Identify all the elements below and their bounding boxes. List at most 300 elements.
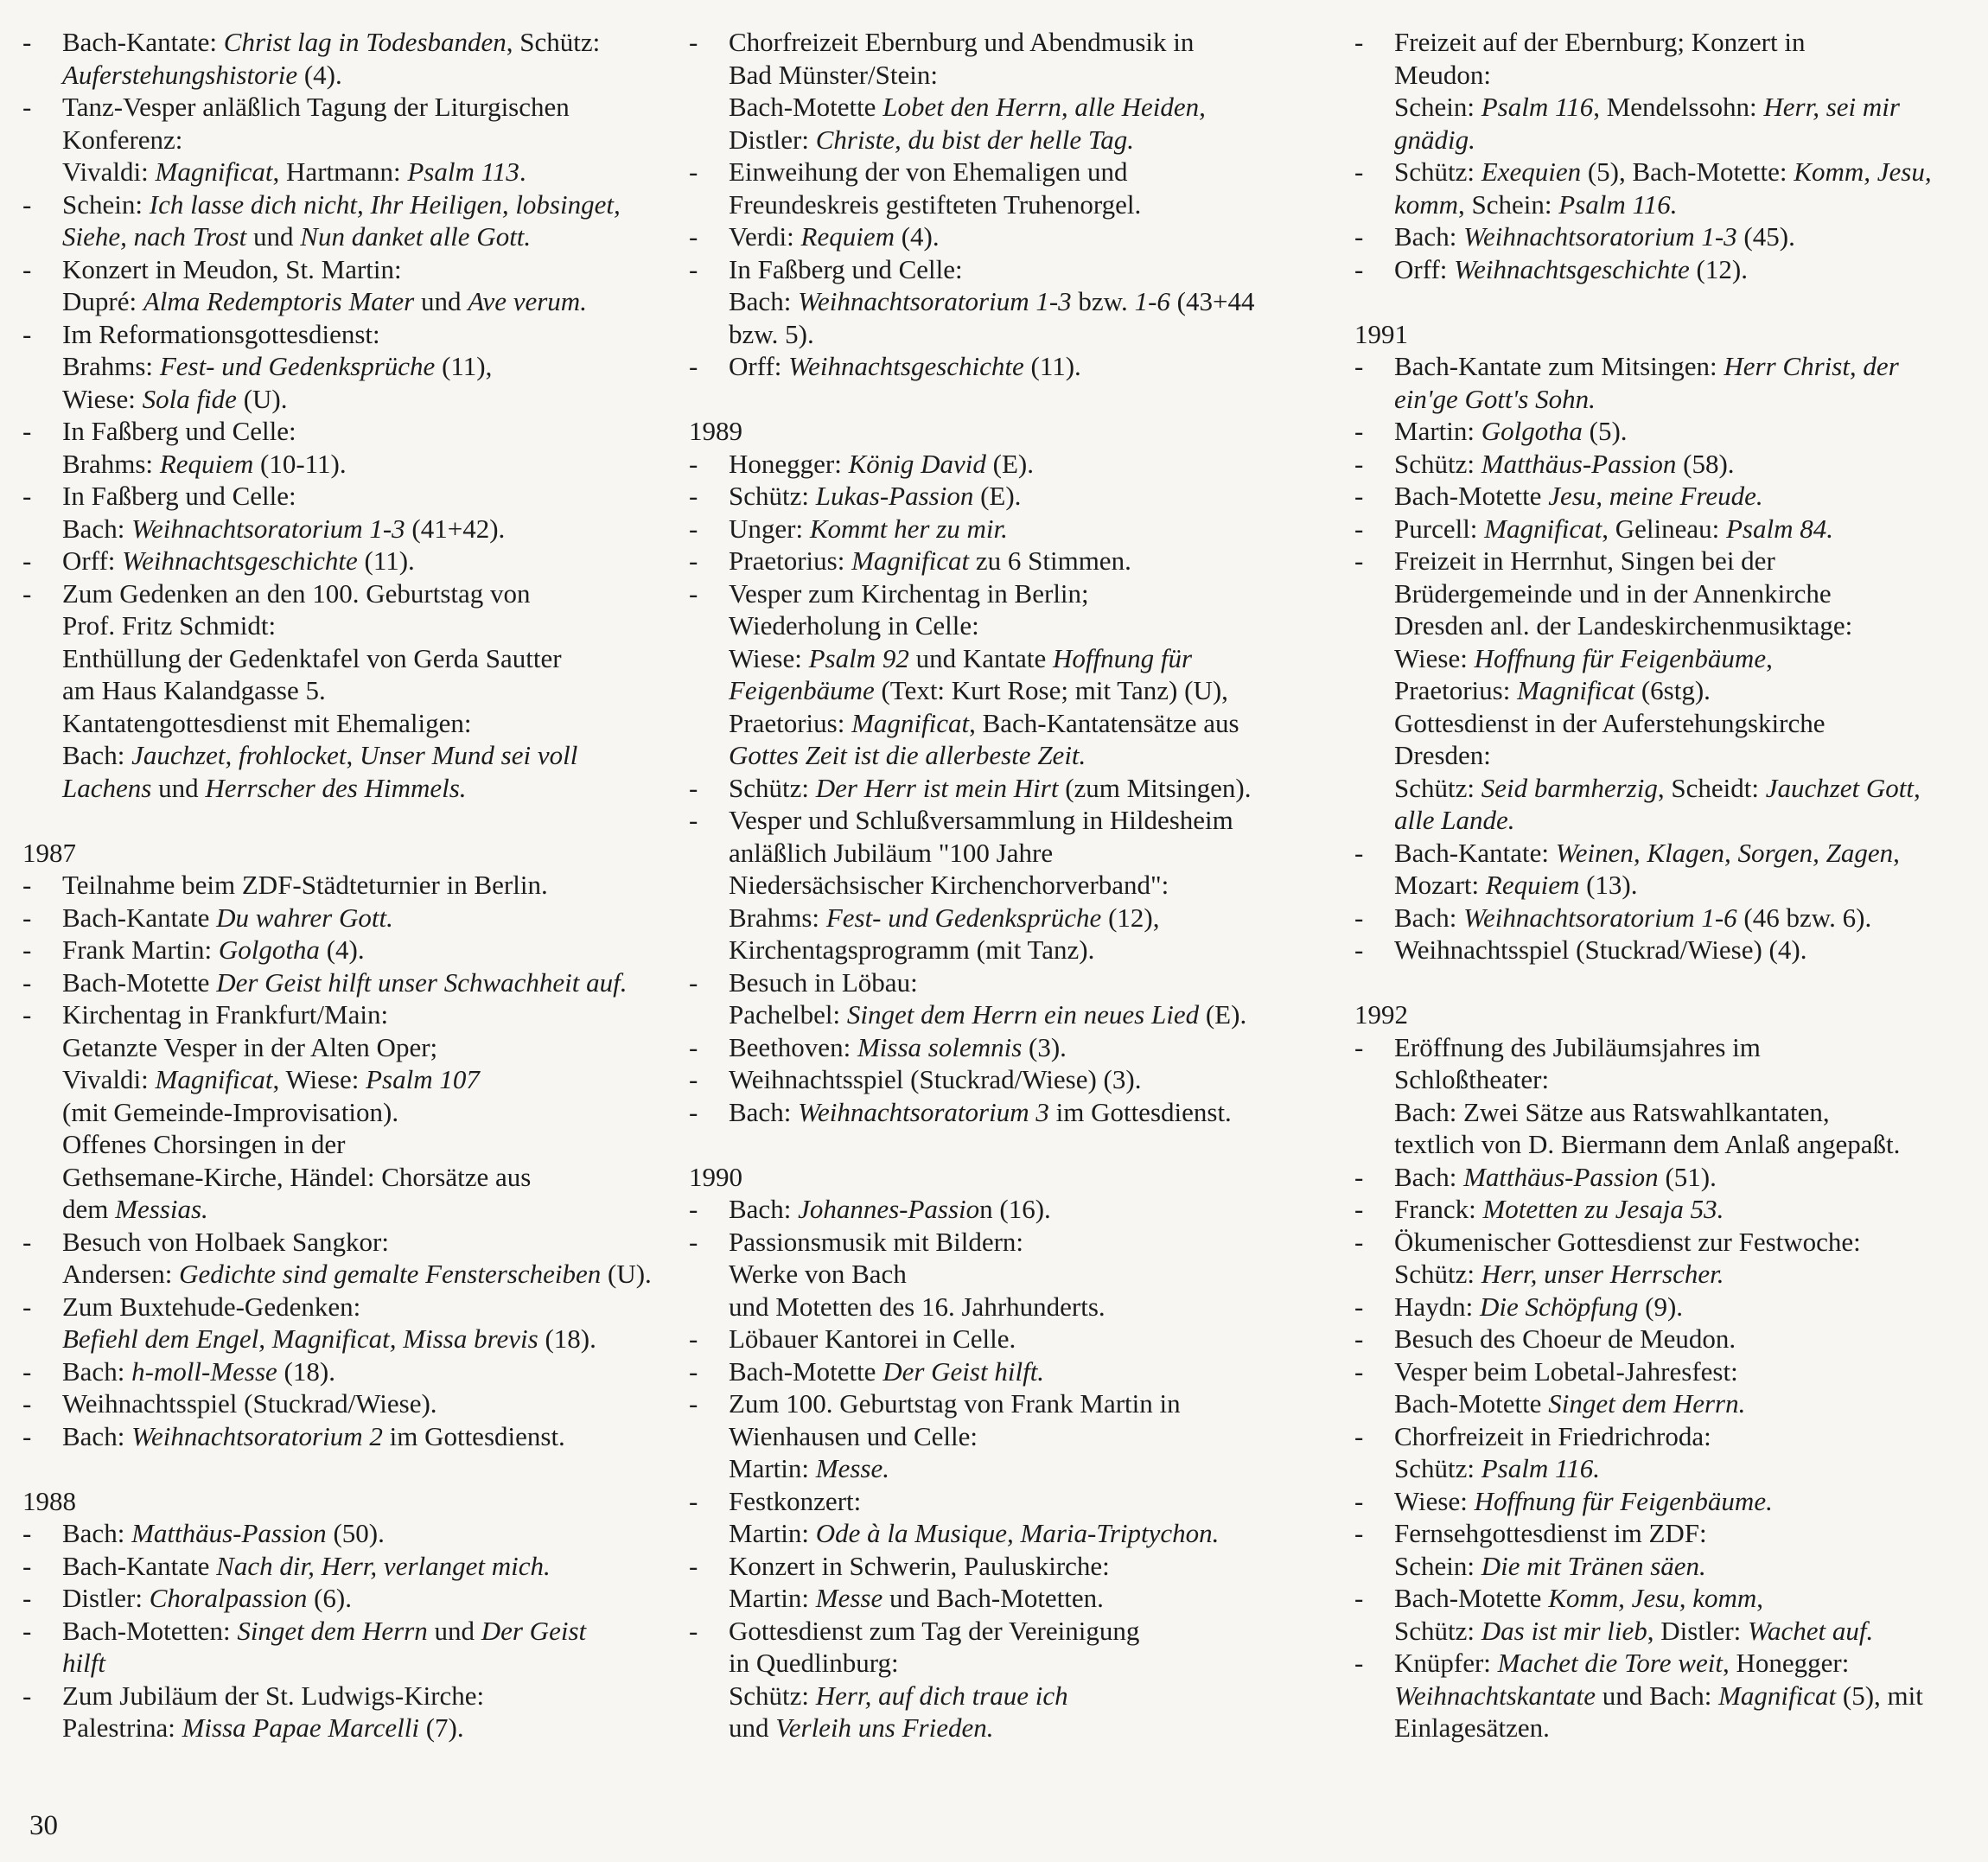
entry-text: (4). [297,59,342,90]
entry-text: , Bach-Kantatensätze aus [969,707,1239,738]
entry-line [62,609,662,642]
entry-line [62,1323,662,1355]
entry-line [1394,448,1981,481]
list-bullet: - [22,1355,32,1387]
list-bullet: - [22,27,32,57]
list-item [689,350,1346,383]
list-bullet: - [22,1550,32,1581]
list-item [1354,480,1981,513]
list-item [22,318,662,416]
entry-line [62,1031,662,1064]
entry-line [729,513,1346,545]
list-bullet: - [1354,416,1364,446]
entry-line [62,1647,662,1680]
year-heading: 1992 [1354,999,1408,1030]
entry-text: Bach: [729,1096,799,1127]
work-title: komm [1394,188,1459,220]
entry-text: (10-11). [253,448,347,479]
entry-line [729,837,1346,870]
list-item [22,545,662,577]
work-title: Psalm 92 [808,642,909,673]
list-bullet: - [22,416,32,446]
entry-text: Schütz: [1394,772,1481,803]
entry-text: (12), [1101,902,1160,933]
entry-text: bzw. 5). [729,318,814,349]
entry-text: (4). [894,221,940,252]
list-item [1354,1291,1981,1323]
list-item [1354,1647,1981,1744]
entry-text: Distler: [62,1583,150,1613]
entry-text: Bach: [1394,221,1464,252]
entry-line [1394,156,1981,188]
list-bullet: - [1354,27,1364,57]
entry-line [729,1063,1346,1096]
entry-line [62,1063,662,1096]
entry-line [1394,1226,1981,1259]
entry-text: (51). [1658,1161,1717,1192]
list-bullet: - [689,27,698,57]
list-item [22,26,662,91]
list-item [22,1420,662,1453]
list-item [689,513,1346,545]
entry-line [1394,480,1981,513]
entry-text: Schein: [62,188,150,220]
entry-text: Wiese: [1394,642,1475,673]
entry-text: Zum 100. Geburtstag von Frank Martin in [729,1388,1181,1419]
work-title: Weihnachtsgeschichte [122,545,358,576]
entry-text: , Schütz: [506,27,601,57]
list-bullet: - [22,577,32,609]
entry-line [1394,1582,1981,1615]
entry-line [729,124,1346,156]
list-item [1354,220,1981,253]
entry-text: (41+42). [405,513,506,544]
list-bullet: - [1354,1161,1364,1192]
entry-text: . [519,156,526,187]
entry-line [729,59,1346,92]
entry-line [729,966,1346,999]
entry-text: textlich von D. Biermann dem Anlaß angepaßt. [1394,1129,1901,1159]
entry-text: in Quedlinburg: [729,1648,899,1678]
entry-text: Konferenz: [62,124,183,155]
entry-line [729,674,1346,707]
list-bullet: - [1354,1648,1364,1678]
list-bullet: - [689,1064,698,1094]
list-bullet: - [22,481,32,511]
entry-text: und [246,221,301,252]
work-title: Befiehl dem Engel, Magnificat, Missa brevis [62,1323,538,1354]
list-bullet: - [689,481,698,511]
entry-text: (58). [1676,448,1735,479]
list-bullet: - [1354,902,1364,933]
work-title: Psalm 107 [366,1064,480,1094]
entry-line [1394,674,1981,707]
entry-line [62,188,662,221]
entry-line [729,1291,1346,1323]
list-bullet: - [1354,1323,1364,1354]
entry-line [62,383,662,416]
list-bullet: - [1354,837,1364,868]
list-item [22,1355,662,1388]
entry-text: Wienhausen und Celle: [729,1420,978,1451]
entry-text: und [151,772,206,803]
list-bullet: - [22,999,32,1030]
year-heading: 1987 [22,837,76,868]
entry-line [62,1161,662,1194]
entry-text: Besuch in Löbau: [729,966,918,998]
entry-text: Unger: [729,513,810,544]
work-title: Weihnachtsoratorium 1-3 [131,513,405,544]
entry-line [62,59,662,92]
entry-line [62,1420,662,1453]
list-bullet: - [689,1355,698,1387]
work-title: Christe, du bist der helle Tag. [815,124,1135,155]
entry-line [1394,1712,1981,1744]
work-title: Requiem [1485,870,1580,900]
entry-text: Vivaldi: [62,156,156,187]
list-item [22,1550,662,1583]
list-item [22,1387,662,1420]
entry-line [1394,1291,1981,1323]
entry-line [729,1096,1346,1129]
list-item [689,545,1346,577]
entry-text: Schütz: [729,1680,816,1711]
entry-line [62,513,662,545]
entry-line [729,1452,1346,1485]
work-title: Requiem [800,221,895,252]
entry-line [1394,1323,1981,1355]
entry-line [729,1323,1346,1355]
work-title: Singet dem Herrn. [1548,1388,1746,1419]
entry-line [62,1712,662,1744]
work-title: Psalm 116. [1481,1453,1600,1483]
entry-line [1394,1128,1981,1161]
work-title: Messe. [815,1453,889,1483]
entry-line [729,1712,1346,1744]
entry-line [62,1615,662,1648]
work-title: Das ist mir lieb [1481,1615,1647,1646]
entry-text: Bach: Zwei Sätze aus Ratswahlkantaten, [1394,1096,1830,1127]
entry-text: Brahms: [62,351,160,381]
list-item [22,966,662,999]
list-bullet: - [689,1388,698,1419]
entry-text: (Text: Kurt Rose; mit Tanz) (U), [874,675,1228,705]
entry-line [1394,188,1981,221]
entry-text: Bach-Kantate [62,902,217,933]
list-bullet: - [689,448,698,479]
entry-text: Bach-Kantate: [62,27,224,57]
list-bullet: - [689,253,698,284]
list-bullet: - [689,1096,698,1127]
list-item [689,1096,1346,1129]
entry-text: , Gelineau: [1602,513,1726,544]
list-bullet: - [689,221,698,252]
entry-text: (U). [601,1259,652,1289]
entry-text: Praetorius: [729,707,852,738]
work-title: Der Geist hilft unser Schwachheit auf. [216,966,628,998]
entry-line [1394,1550,1981,1583]
entry-line [62,1582,662,1615]
list-item [689,1063,1346,1096]
entry-line [729,772,1346,805]
work-title: Kommt her zu mir. [809,513,1008,544]
work-title: Ich lasse dich nicht, Ihr Heiligen, lobsinget, [149,188,621,220]
entry-text: Bach-Kantate [62,1550,217,1581]
entry-line [1394,545,1981,577]
entry-line [729,1582,1346,1615]
work-title: Ave verum. [468,286,587,316]
entry-text: Weihnachtsspiel (Stuckrad/Wiese) (4). [1394,934,1807,965]
work-title: Weihnachtsoratorium 1-6 [1463,902,1737,933]
entry-text: (9). [1638,1291,1684,1322]
work-title: Magnificat [1517,675,1635,705]
list-item [689,804,1346,966]
entry-text: Vivaldi: [62,1064,156,1094]
page-number: 30 [29,1810,58,1841]
entry-text: zu 6 Stimmen. [969,545,1131,576]
entry-line [1394,1452,1981,1485]
entry-text: Pachelbel: [729,999,847,1030]
list-item [689,220,1346,253]
entry-text: Einweihung der von Ehemaligen und [729,156,1128,187]
entry-text: Bach-Motette [729,1355,883,1387]
entry-text: Bach: [62,1420,132,1451]
work-title: Alma Redemptoris Mater [143,286,415,316]
entry-text: Ökumenischer Gottesdienst zur Festwoche: [1394,1226,1861,1257]
entry-text: Wiese: [62,383,143,414]
entry-text: (3). [1022,1031,1067,1062]
list-bullet: - [1354,221,1364,252]
entry-text: , Hartmann: [272,156,408,187]
list-item [1354,545,1981,837]
entry-text: Meudon: [1394,59,1491,90]
work-title: Nun danket alle Gott. [300,221,532,252]
work-title: Der Herr ist mein Hirt [815,772,1059,803]
entry-text: Vesper und Schlußversammlung in Hildesheim [729,805,1233,835]
list-bullet: - [1354,1194,1364,1224]
entry-text: Bach-Motette [1394,1388,1549,1419]
list-bullet: - [1354,513,1364,544]
entry-line [1394,837,1981,870]
work-title: Weihnachtsoratorium 3 [798,1096,1049,1127]
list-item [1354,448,1981,481]
work-title: Weihnachtsgeschichte [1454,253,1690,284]
work-title: Choralpassion [149,1583,308,1613]
entry-text: Zum Buxtehude-Gedenken: [62,1291,361,1322]
entry-text: Schütz: [729,772,816,803]
work-title: Die Schöpfung [1480,1291,1639,1322]
entry-text: Passionsmusik mit Bildern: [729,1226,1024,1257]
work-title: Magnificat [155,1064,273,1094]
entry-text: (6). [307,1583,353,1613]
entry-text: Bach: [729,286,799,316]
list-item [689,1615,1346,1744]
list-bullet: - [1354,1518,1364,1548]
list-item [689,480,1346,513]
work-title: Jesu, meine Freude. [1548,481,1763,511]
entry-line [729,1517,1346,1550]
list-bullet: - [22,1518,32,1548]
list-item [22,1291,662,1355]
section-spacer [689,1128,1346,1161]
entry-text: Prof. Fritz Schmidt: [62,610,277,641]
entry-text: Frank Martin: [62,934,219,965]
entry-text: , [1893,837,1900,868]
entry-text: und Bach-Motetten. [882,1583,1104,1613]
entry-line [62,1128,662,1161]
section-spacer [22,1452,662,1485]
work-title: Johannes-Passio [798,1194,980,1224]
entry-line [62,1258,662,1291]
list-bullet: - [689,577,698,609]
entry-text: Martin: [1394,416,1481,446]
entry-text: Besuch von Holbaek Sangkor: [62,1226,389,1257]
entry-line [1394,1355,1981,1388]
list-item [689,577,1346,772]
entry-text: Enthüllung der Gedenktafel von Gerda Sautter [62,642,562,673]
entry-line [729,1420,1346,1453]
list-item [689,156,1346,220]
entry-text: Festkonzert: [729,1485,862,1516]
list-bullet: - [1354,1355,1364,1387]
entry-text: Martin: [729,1518,816,1548]
entry-text: Tanz-Vesper anläßlich Tagung der Liturgischen [62,92,570,122]
entry-text: , [1766,642,1773,673]
entry-text: Bach: [62,1518,132,1548]
work-title: Weinen, Klagen, Sorgen, Zagen [1555,837,1894,868]
entry-line [729,318,1346,351]
work-title: Gedichte sind gemalte Fensterscheiben [179,1259,602,1289]
entry-text: Bach-Kantate zum Mitsingen: [1394,351,1724,381]
list-bullet: - [689,513,698,544]
entry-text: (mit Gemeinde-Improvisation). [62,1096,399,1127]
entry-text: (11). [1023,351,1081,381]
list-bullet: - [22,1226,32,1257]
entry-text: n (16). [979,1194,1051,1224]
list-bullet: - [1354,156,1364,187]
entry-text: Freizeit in Herrnhut, Singen bei der [1394,545,1775,576]
entry-line [729,1258,1346,1291]
entry-text: Weihnachtsspiel (Stuckrad/Wiese). [62,1388,437,1419]
entry-line [62,350,662,383]
work-title: Hoffnung für Feigenbäume. [1474,1485,1773,1516]
list-bullet: - [22,318,32,349]
entry-text: , [346,740,360,770]
entry-line [729,1550,1346,1583]
work-title: Hoffnung für [1052,642,1193,673]
entry-text: Bach-Kantate: [1394,837,1556,868]
work-title: Komm, Jesu, [1794,156,1932,187]
work-title: Wachet auf. [1748,1615,1874,1646]
work-title: Matthäus-Passion [131,1518,327,1548]
list-bullet: - [22,1615,32,1646]
work-title: Fest- und Gedenksprüche [825,902,1102,933]
entry-line [1394,1420,1981,1453]
entry-line [1394,350,1981,383]
entry-line [729,91,1346,124]
work-title: Auferstehungshistorie [62,59,298,90]
entry-text: Praetorius: [729,545,852,576]
entry-text: Schein: [1394,92,1481,122]
entry-text: Martin: [729,1453,816,1483]
work-title: Hoffnung für Feigenbäume [1474,642,1767,673]
list-bullet: - [689,1031,698,1062]
entry-text: Bach-Motette [1394,481,1549,511]
list-bullet: - [689,351,698,381]
entry-line [1394,415,1981,448]
entry-text: (43+44 [1169,286,1255,316]
work-title: gnädig. [1394,124,1475,155]
entry-line [1394,934,1981,966]
entry-text: Chorfreizeit in Friedrichroda: [1394,1420,1711,1451]
entry-line [729,448,1346,481]
list-item [1354,1161,1981,1194]
year-heading: 1989 [689,416,742,446]
year-heading: 1990 [689,1161,742,1192]
entry-text: (E). [973,481,1022,511]
list-item [22,869,662,902]
list-item [1354,1323,1981,1355]
list-item [689,1550,1346,1615]
entry-text: (50). [326,1518,385,1548]
entry-text: und [414,286,468,316]
work-title: Komm, Jesu, komm [1548,1583,1757,1613]
work-title: Matthäus-Passion [1463,1161,1659,1192]
list-item [22,934,662,966]
entry-text: Besuch des Choeur de Meudon. [1394,1323,1736,1354]
entry-text: Franck: [1394,1194,1483,1224]
entry-line [62,91,662,124]
entry-line [1394,220,1981,253]
entry-text: (45). [1736,221,1795,252]
section-spacer [22,804,662,837]
list-item [1354,513,1981,545]
entry-line [729,285,1346,318]
list-item [1354,1517,1981,1582]
section-spacer [1354,285,1981,318]
entry-line [62,998,662,1031]
entry-line [62,869,662,902]
entry-text: Dresden anl. der Landeskirchenmusiktage: [1394,610,1853,641]
entry-line [1394,1517,1981,1550]
entry-line [62,26,662,59]
list-bullet: - [22,1388,32,1419]
entry-text: Bach-Motette [729,92,883,122]
entry-line [62,772,662,805]
entry-line [729,609,1346,642]
list-item [689,1355,1346,1388]
list-item [1354,415,1981,448]
entry-text: (zum Mitsingen). [1058,772,1252,803]
entry-text: Zum Gedenken an den 100. Geburtstag von [62,577,531,609]
entry-line [62,1291,662,1323]
entry-text: Freundeskreis gestifteten Truhenorgel. [729,188,1142,220]
list-bullet: - [22,934,32,965]
work-title: Lachens [62,772,152,803]
entry-text: Brahms: [729,902,826,933]
entry-text: Teilnahme beim ZDF-Städteturnier in Berlin. [62,870,548,900]
list-item [689,1387,1346,1485]
list-bullet: - [689,1194,698,1224]
entry-text: Schütz: [1394,1615,1481,1646]
list-bullet: - [689,772,698,803]
work-title: Jauchzet Gott, [1765,772,1921,803]
entry-line [62,1387,662,1420]
list-bullet: - [689,545,698,576]
entry-text: (E). [1199,999,1247,1030]
entry-text: Praetorius: [1394,675,1518,705]
entry-text: Einlagesätzen. [1394,1712,1550,1743]
